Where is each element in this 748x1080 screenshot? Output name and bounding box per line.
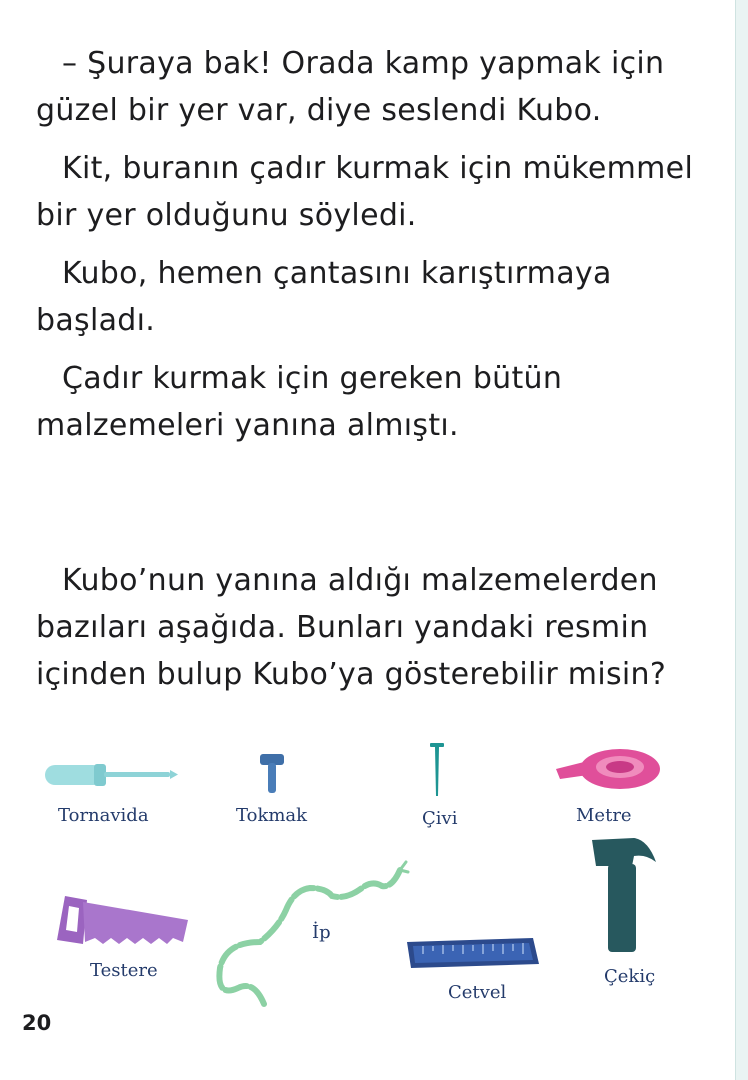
paragraph-4: Çadır kurmak için gereken bütün malzemeleri yanına almıştı.	[36, 361, 563, 443]
ruler-label: Cetvel	[448, 982, 507, 1003]
nail-label: Çivi	[422, 808, 458, 829]
nail-icon	[428, 742, 446, 798]
mallet-icon	[258, 752, 286, 794]
ruler-icon	[405, 936, 541, 972]
saw-icon	[55, 894, 190, 952]
rope-label: İp	[312, 922, 331, 943]
tape-measure-label: Metre	[576, 805, 632, 826]
saw-label: Testere	[90, 960, 158, 981]
mallet-label: Tokmak	[236, 805, 308, 826]
tape-measure-icon	[554, 745, 666, 791]
page-edge-line	[735, 0, 736, 1080]
paragraph-1: – Şuraya bak! Orada kamp yapmak için güzel bir yer var, diye seslendi Kubo.	[36, 46, 665, 128]
screwdriver-icon	[44, 760, 180, 790]
page-edge	[736, 0, 748, 1080]
paragraph-3: Kubo, hemen çantasını karıştırmaya başladı.	[36, 256, 612, 338]
story-text	[36, 40, 716, 709]
hammer-label: Çekiç	[604, 966, 656, 987]
question-paragraph: Kubo’nun yanına aldığı malzemelerden bazıları aşağıda. Bunları yandaki resmin içinden bulup Kubo’ya gösterebilir misin?	[36, 563, 667, 692]
hammer-icon	[590, 836, 662, 956]
page-number: 20	[22, 1011, 52, 1035]
screwdriver-label: Tornavida	[58, 805, 149, 826]
paragraph-2: Kit, buranın çadır kurmak için mükemmel bir yer olduğunu söyledi.	[36, 151, 694, 233]
